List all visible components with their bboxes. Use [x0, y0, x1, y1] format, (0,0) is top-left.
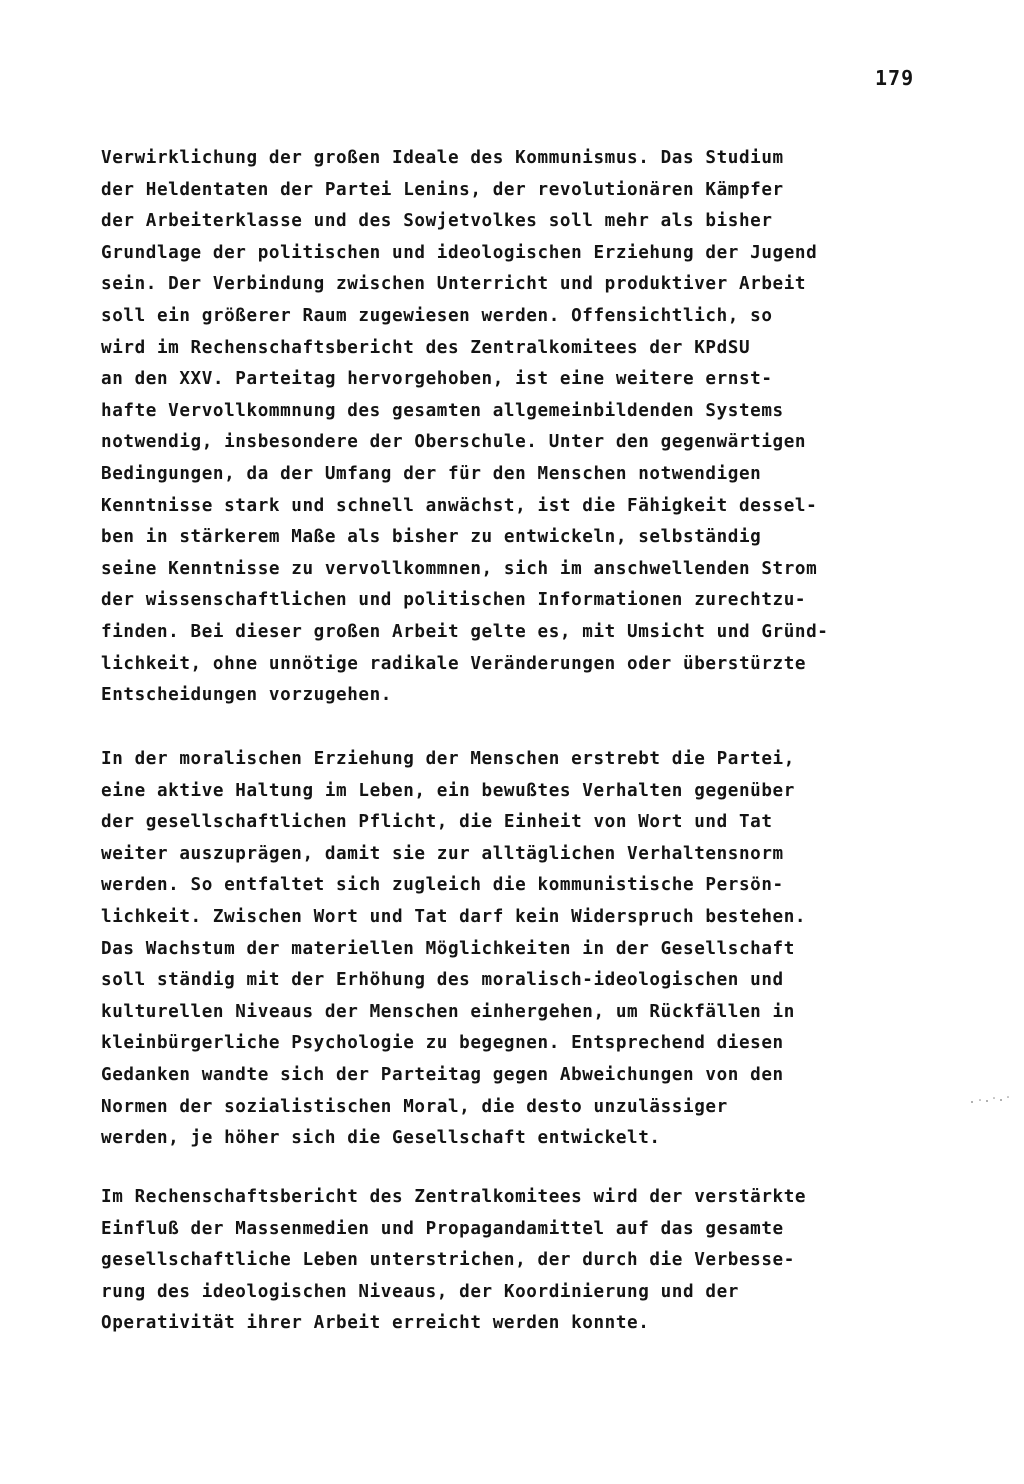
paragraph-3	[101, 1182, 931, 1340]
text-line: soll ständig mit der Erhöhung des moralisch-ideologischen und	[101, 970, 784, 991]
text-line: werden, je höher sich die Gesellschaft entwickelt.	[101, 1128, 661, 1149]
text-line: Normen der sozialistischen Moral, die desto unzulässiger	[101, 1096, 728, 1117]
text-line: der Heldentaten der Partei Lenins, der revolutionären Kämpfer	[101, 179, 784, 200]
text-line: ben in stärkerem Maße als bisher zu entwickeln, selbständig	[101, 527, 762, 548]
text-line: Bedingungen, da der Umfang der für den Menschen notwendigen	[101, 463, 762, 484]
text-line: werden. So entfaltet sich zugleich die kommunistische Persön-	[101, 875, 784, 896]
text-line: der wissenschaftlichen und politischen Informationen zurechtzu-	[101, 590, 807, 611]
text-line: Operativität ihrer Arbeit erreicht werden konnte.	[101, 1313, 650, 1334]
text-line: eine aktive Haltung im Leben, ein bewußtes Verhalten gegenüber	[101, 780, 795, 801]
text-line: hafte Vervollkommnung des gesamten allgemeinbildenden Systems	[101, 400, 784, 421]
text-line: notwendig, insbesondere der Oberschule. Unter den gegenwärtigen	[101, 432, 807, 453]
text-line: wird im Rechenschaftsbericht des Zentralkomitees der KPdSU	[101, 337, 751, 358]
text-line: Verwirklichung der großen Ideale des Kommunismus. Das Studium	[101, 148, 784, 168]
paragraph-2	[101, 744, 931, 1155]
paragraph-1	[101, 143, 931, 712]
text-line: an den XXV. Parteitag hervorgehoben, ist eine weitere ernst-	[101, 369, 773, 390]
text-line: kulturellen Niveaus der Menschen einhergehen, um Rückfällen in	[101, 1001, 795, 1022]
text-line: seine Kenntnisse zu vervollkommnen, sich im anschwellenden Strom	[101, 558, 818, 579]
text-line: weiter auszuprägen, damit sie zur alltäglichen Verhaltensnorm	[101, 843, 784, 864]
text-line: Entscheidungen vorzugehen.	[101, 685, 393, 706]
text-line: soll ein größerer Raum zugewiesen werden. Offensichtlich, so	[101, 305, 773, 326]
text-line: finden. Bei dieser großen Arbeit gelte es, mit Umsicht und Gründ-	[101, 621, 829, 642]
text-line: gesellschaftliche Leben unterstrichen, der durch die Verbesse-	[101, 1250, 795, 1271]
text-line: lichkeit. Zwischen Wort und Tat darf kein Widerspruch bestehen.	[101, 906, 807, 927]
text-line: der Arbeiterklasse und des Sowjetvolkes soll mehr als bisher	[101, 211, 773, 232]
text-line: rung des ideologischen Niveaus, der Koordinierung und der	[101, 1281, 739, 1302]
text-line: Im Rechenschaftsbericht des Zentralkomitees wird der verstärkte	[101, 1187, 807, 1207]
text-line: Grundlage der politischen und ideologischen Erziehung der Jugend	[101, 242, 818, 263]
scan-speck-marks	[968, 1092, 1014, 1108]
text-line: kleinbürgerliche Psychologie zu begegnen. Entsprechend diesen	[101, 1033, 784, 1054]
text-line: Das Wachstum der materiellen Möglichkeiten in der Gesellschaft	[101, 938, 795, 959]
text-line: In der moralischen Erziehung der Menschen erstrebt die Partei,	[101, 749, 795, 769]
text-line: sein. Der Verbindung zwischen Unterricht und produktiver Arbeit	[101, 274, 807, 295]
text-line: Kenntnisse stark und schnell anwächst, ist die Fähigkeit dessel-	[101, 495, 818, 516]
text-line: Gedanken wandte sich der Parteitag gegen Abweichungen von den	[101, 1064, 784, 1085]
text-line: der gesellschaftlichen Pflicht, die Einheit von Wort und Tat	[101, 812, 773, 833]
page-number: 179	[875, 66, 915, 90]
text-line: Einfluß der Massenmedien und Propagandamittel auf das gesamte	[101, 1218, 784, 1239]
text-line: lichkeit, ohne unnötige radikale Veränderungen oder überstürzte	[101, 653, 807, 674]
